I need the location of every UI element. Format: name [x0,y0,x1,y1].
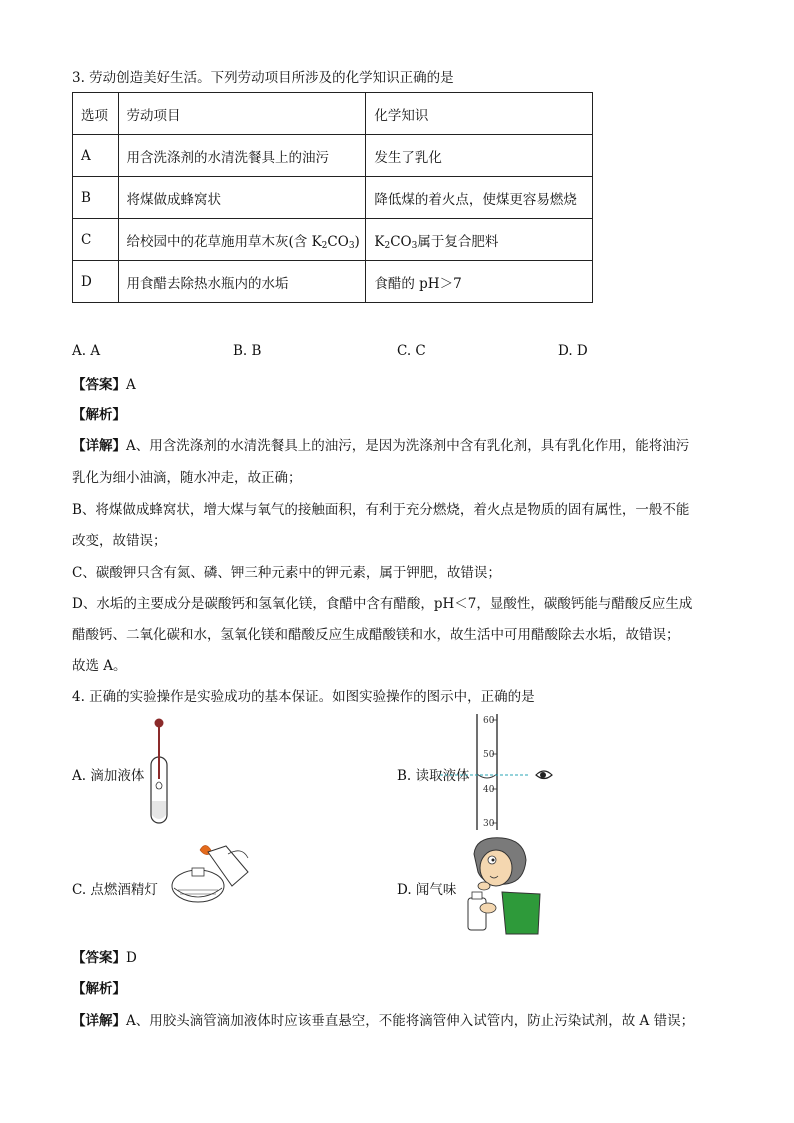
table-row [73,177,593,219]
detail-line: B、将煤做成蜂窝状，增大煤与氧气的接触面积，有利于充分燃烧，着火点是物质的固有属性，一般不能 [72,502,690,518]
option-d: D. D [558,343,588,359]
row-task: 用食醋去除热水瓶内的水垢 [118,261,366,303]
figure-c-label: C. 点燃酒精灯 [72,882,158,898]
detail-line: 故选 A。 [72,658,127,674]
tick-label: 50 [483,750,495,760]
option-b: B. B [233,343,262,359]
detail-line: 改变，故错误； [72,533,167,549]
table-header-row [73,93,593,135]
figure-b-label: B. 读取液体 [397,768,470,784]
detail-line: D、水垢的主要成分是碳酸钙和氢氧化镁，食醋中含有醋酸，pH＜7，显酸性，碳酸钙能与醋酸反应生成 [72,596,693,612]
answer-4: 【答案】D [72,950,137,966]
detail-line: 【详解】A、用胶头滴管滴加液体时应该垂直悬空，不能将滴管伸入试管内，防止污染试剂，故 A 错误； [72,1013,695,1029]
question-3-title: 3. 劳动创造美好生活。下列劳动项目所涉及的化学知识正确的是 [72,70,454,86]
dropper-tube-figure [140,715,180,827]
row-task: 给校园中的花草施用草木灰(含 $K_2CO_3$) [118,219,366,261]
detail-line: 醋酸钙、二氧化碳和水，氢氧化镁和醋酸反应生成醋酸镁和水，故生活中可用醋酸除去水垢，故错误； [72,627,680,643]
question-4-title: 4. 正确的实验操作是实验成功的基本保证。如图实验操作的图示中，正确的是 [72,689,535,705]
table-row [73,261,593,303]
row-option: A [73,135,119,177]
alcohol-lamp-figure [170,842,256,908]
answer-3: 【答案】A [72,377,136,393]
row-task: 将煤做成蜂窝状 [118,177,366,219]
row-option: C [73,219,119,261]
table-row [73,135,593,177]
row-knowledge: 降低煤的着火点，使煤更容易燃烧 [366,177,593,219]
row-knowledge: 食醋的 pH＞7 [366,261,593,303]
table-row [73,219,593,261]
header-knowledge: 化学知识 [366,93,593,135]
analysis-label-4: 【解析】 [72,981,126,997]
detail-line: 乳化为细小油滴，随水冲走，故正确； [72,470,302,486]
header-option: 选项 [73,93,119,135]
tick-label: 40 [483,785,495,795]
tick-label: 30 [483,819,495,829]
header-task: 劳动项目 [118,93,366,135]
detail-line: C、碳酸钾只含有氮、磷、钾三种元素中的钾元素，属于钾肥，故错误； [72,565,501,581]
option-a: A. A [72,343,101,359]
tick-label: 60 [483,716,495,726]
detail-line: 【详解】A、用含洗涤剂的水清洗餐具上的油污，是因为洗涤剂中含有乳化剂，具有乳化作用，能将油污 [72,438,690,454]
row-task: 用含洗涤剂的水清洗餐具上的油污 [118,135,366,177]
figure-d-label: D. 闻气味 [397,882,457,898]
figure-a-label: A. 滴加液体 [72,768,145,784]
analysis-label-3: 【解析】 [72,407,126,423]
smelling-figure [462,836,546,936]
graduated-cylinder-figure [470,712,560,832]
row-option: B [73,177,119,219]
labor-table [72,92,593,303]
row-option: D [73,261,119,303]
row-knowledge: $K_2CO_3$属于复合肥料 [366,219,593,261]
option-c: C. C [397,343,426,359]
row-knowledge: 发生了乳化 [366,135,593,177]
